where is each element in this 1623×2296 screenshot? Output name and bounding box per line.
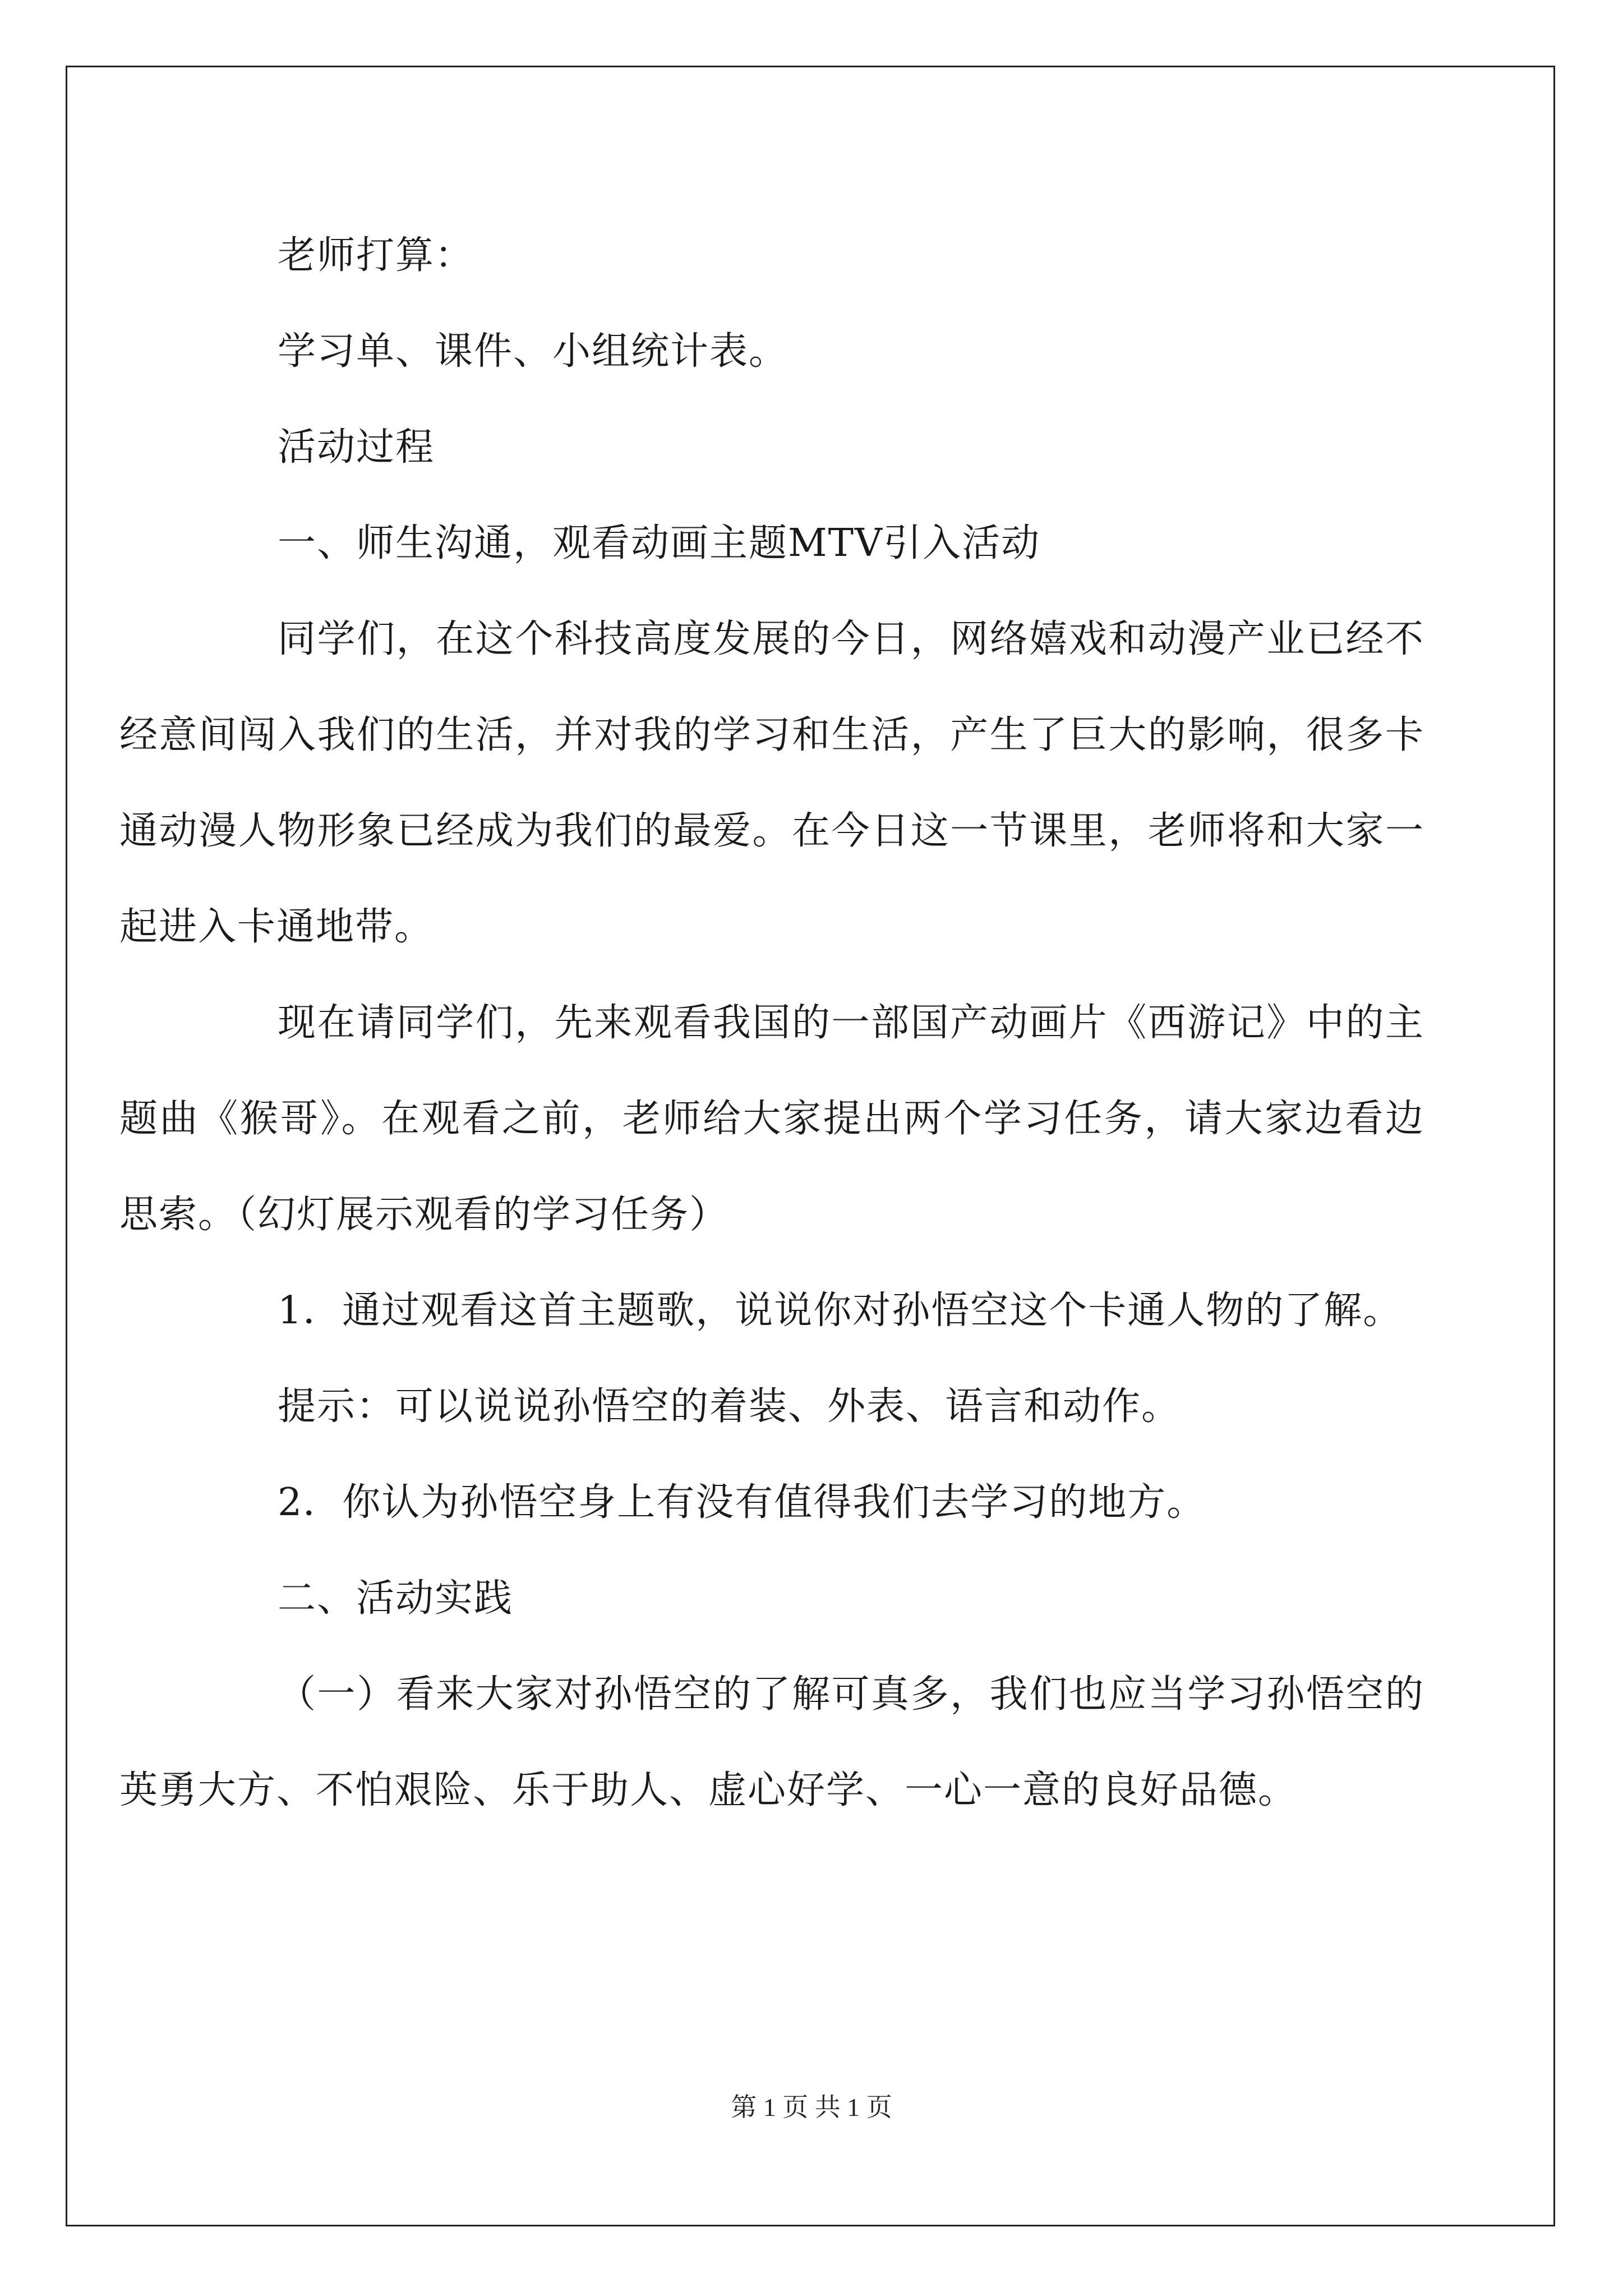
task-hint: 提示：可以说说孙悟空的着装、外表、语言和动作。 (278, 1384, 1181, 1429)
paragraph-materials: 学习单、课件、小组统计表。 (278, 329, 789, 374)
task-item-2: 2．你认为孙悟空身上有没有值得我们去学习的地方。 (278, 1480, 1206, 1525)
paragraph-intro: 同学们，在这个科技高度发展的今日，网络嬉戏和动漫产业已经不经意间闯入我们的生活，并对我的学习和生活，产生了巨大的影响，很多卡通动漫人物形象已经成为我们的最爱。在今日这一节课里，老师将和大家一起进入卡通地带。 (119, 617, 1424, 949)
paragraph-watch-video: 现在请同学们，先来观看我国的一部国产动画片《西游记》中的主题曲《猴哥》。在观看之前，老师给大家提出两个学习任务，请大家边看边思索。（幻灯展示观看的学习任务） (119, 1001, 1424, 1237)
paragraph-teacher-prep: 老师打算： (278, 233, 474, 278)
heading-section-two: 二、活动实践 (278, 1576, 514, 1621)
page-footer: 第 1 页 共 1 页 (731, 2093, 892, 2122)
document-body (119, 208, 1424, 1838)
paragraph-activity-process: 活动过程 (278, 425, 435, 470)
paragraph-practice-one: （一）看来大家对孙悟空的了解可真多，我们也应当学习孙悟空的英勇大方、不怕艰险、乐于助人、虚心好学、一心一意的良好品德。 (119, 1672, 1424, 1812)
task-item-1: 1．通过观看这首主题歌，说说你对孙悟空这个卡通人物的了解。 (278, 1289, 1403, 1333)
heading-section-one: 一、师生沟通，观看动画主题MTV引入活动 (278, 521, 1041, 565)
